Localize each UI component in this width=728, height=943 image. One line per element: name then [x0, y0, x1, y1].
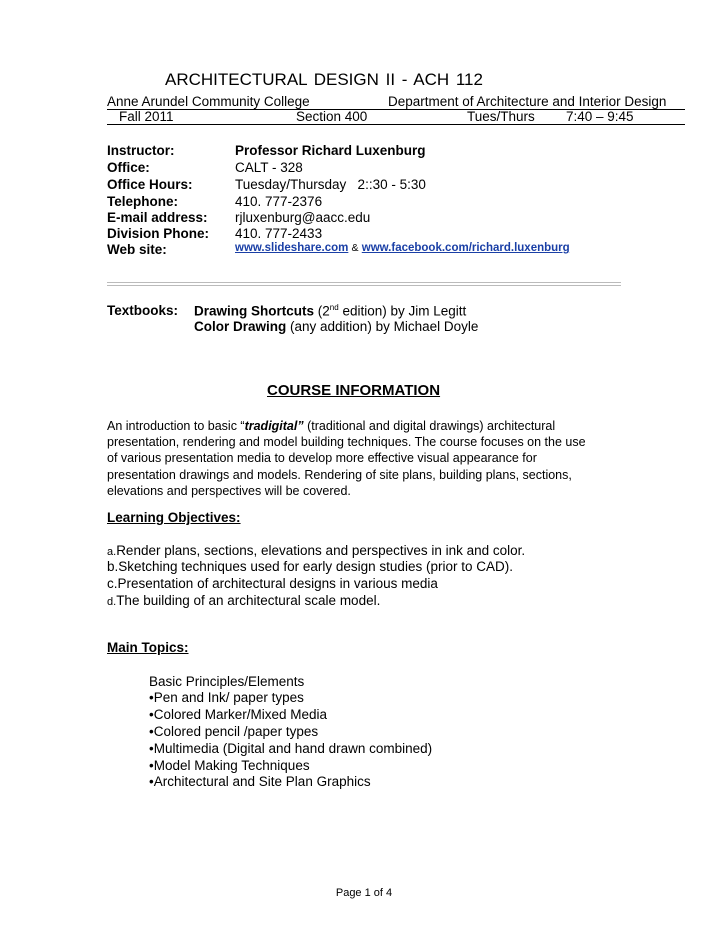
objective-text: The building of an architectural scale model.	[116, 593, 381, 608]
intro-rest: (traditional and digital drawings) architectural	[303, 419, 556, 433]
office-hours-label: Office Hours:	[107, 177, 193, 192]
objective-item	[107, 593, 380, 608]
description-line: presentation, rendering and model building techniques. The course focuses on the use	[107, 435, 586, 450]
bullet-icon: •	[149, 758, 154, 773]
bullet-icon: •	[149, 741, 154, 756]
topic-item	[149, 741, 432, 756]
objective-text: Render plans, sections, elevations and perspectives in ink and color.	[116, 543, 526, 558]
topic-item	[149, 690, 304, 705]
objective-letter: a.	[107, 546, 117, 558]
facebook-link[interactable]: www.facebook.com/richard.luxenburg	[361, 242, 570, 254]
telephone-label: Telephone:	[107, 194, 179, 209]
website-value	[235, 242, 570, 254]
link-separator: &	[351, 242, 359, 254]
office-value: CALT - 328	[235, 160, 303, 175]
tradigital-term: tradigital”	[244, 419, 304, 433]
topics-intro: Basic Principles/Elements	[149, 674, 305, 689]
textbook-2-rest: (any addition) by Michael Doyle	[286, 319, 479, 334]
textbook-1-edition: (2	[317, 303, 330, 319]
document-title: ARCHITECTURAL DESIGN II - ACH 112	[165, 70, 483, 89]
topic-text: Colored Marker/Mixed Media	[153, 707, 328, 722]
objective-letter: c.	[107, 576, 118, 591]
topic-item	[149, 774, 371, 789]
email-label: E-mail address:	[107, 210, 208, 225]
textbook-2-title: Color Drawing	[194, 319, 287, 334]
slideshare-link[interactable]: www.slideshare.com	[235, 242, 349, 254]
textbook-1	[194, 303, 466, 319]
instructor-label: Instructor:	[107, 143, 175, 158]
textbook-1-rest: edition) by Jim Legitt	[338, 303, 467, 319]
term-underline	[107, 124, 685, 125]
telephone-value: 410. 777-2376	[235, 194, 323, 209]
division-phone-label: Division Phone:	[107, 226, 210, 241]
description-line: presentation drawings and models. Rendering of site plans, building plans, sections,	[107, 467, 572, 482]
objective-item	[107, 576, 438, 591]
bullet-icon: •	[149, 690, 154, 705]
bullet-icon: •	[149, 774, 154, 789]
topic-text: Multimedia (Digital and hand drawn combined)	[153, 741, 433, 756]
topic-text: Pen and Ink/ paper types	[153, 690, 304, 705]
instructor-value: Professor Richard Luxenburg	[235, 143, 426, 158]
divider-line-2	[107, 285, 621, 286]
divider-line	[107, 282, 621, 283]
topic-item	[149, 724, 318, 739]
objective-text: Presentation of architectural designs in various media	[117, 576, 438, 591]
description-line: elevations and perspectives will be covered.	[107, 483, 351, 498]
office-hours-value: Tuesday/Thursday 2::30 - 5:30	[235, 177, 426, 192]
office-label: Office:	[107, 160, 150, 175]
objective-item	[107, 559, 513, 574]
meeting-days: Tues/Thurs	[467, 109, 535, 124]
topic-item	[149, 758, 310, 773]
college-name: Anne Arundel Community College	[107, 94, 310, 109]
term: Fall 2011	[119, 109, 174, 124]
textbook-1-sup: nd	[329, 303, 339, 312]
objective-letter: d.	[107, 596, 117, 608]
bullet-icon: •	[149, 724, 154, 739]
topic-text: Colored pencil /paper types	[153, 724, 319, 739]
department-name: Department of Architecture and Interior Design	[388, 94, 667, 109]
textbook-2	[194, 319, 478, 334]
objective-item	[107, 543, 525, 558]
description-line: of various presentation media to develop more effective visual appearance for	[107, 451, 537, 466]
intro-pre: An introduction to basic “	[107, 419, 245, 433]
email-value: rjluxenburg@aacc.edu	[235, 210, 371, 225]
topic-item	[149, 707, 327, 722]
meeting-time: 7:40 – 9:45	[566, 109, 634, 124]
objective-text: Sketching techniques used for early design studies (prior to CAD).	[118, 559, 513, 574]
topics-heading: Main Topics:	[107, 640, 189, 655]
topic-text: Model Making Techniques	[153, 758, 310, 773]
bullet-icon: •	[149, 707, 154, 722]
course-info-heading: COURSE INFORMATION	[267, 382, 441, 399]
division-phone-value: 410. 777-2433	[235, 226, 323, 241]
objectives-heading: Learning Objectives:	[107, 510, 241, 525]
page-number: Page 1 of 4	[335, 887, 393, 899]
textbooks-label: Textbooks:	[107, 303, 179, 318]
course-description	[107, 418, 627, 499]
section: Section 400	[296, 109, 368, 124]
description-line	[107, 418, 627, 434]
topic-text: Architectural and Site Plan Graphics	[153, 774, 371, 789]
website-label: Web site:	[107, 242, 167, 257]
objective-letter: b.	[107, 559, 119, 574]
textbook-1-title: Drawing Shortcuts	[194, 303, 315, 319]
